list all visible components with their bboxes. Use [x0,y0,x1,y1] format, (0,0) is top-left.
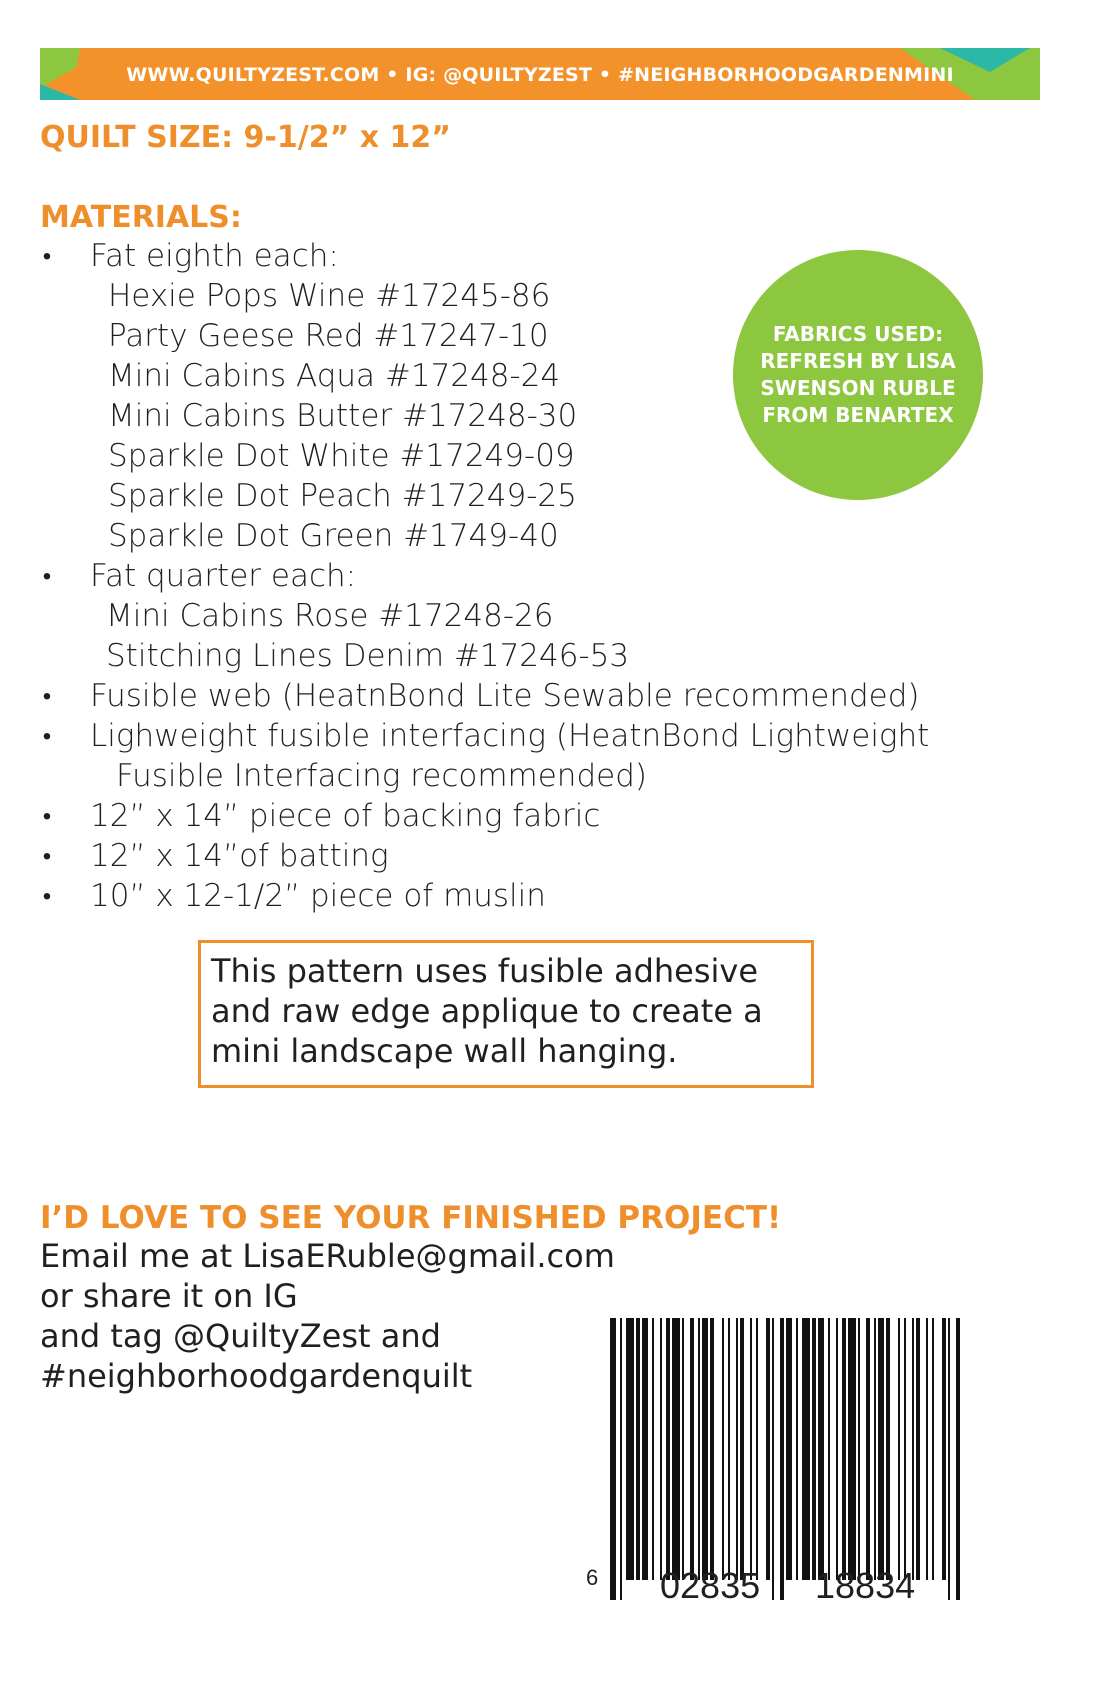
barcode-bar [756,1318,758,1580]
fabric-item: Mini Cabins Butter #17248-30 [108,398,578,434]
barcode-bar [818,1318,824,1580]
fabric-item: Sparkle Dot Peach #17249-25 [108,478,577,514]
barcode-bar [828,1318,830,1580]
barcode-bar [926,1318,928,1580]
backing-text: 12” x 14” piece of backing fabric [90,798,601,834]
barcode-bar [812,1318,816,1580]
quilt-size-heading: QUILT SIZE: 9-1/2” x 12” [40,120,451,155]
bullet: • [42,242,52,270]
fabric-item: Mini Cabins Rose #17248-26 [106,598,554,634]
barcode-bar [690,1318,694,1580]
fabric-item: Mini Cabins Aqua #17248-24 [108,358,561,394]
barcode-bar [898,1318,900,1580]
list-item-interfacing [40,716,960,796]
barcode-bar [912,1318,914,1580]
barcode-bar [886,1318,890,1580]
barcode-bar [710,1318,714,1580]
barcode-bar [780,1318,784,1600]
finished-project-heading: I’D LOVE TO SEE YOUR FINISHED PROJECT! [40,1200,782,1236]
barcode-bar [796,1318,798,1580]
badge-line: REFRESH BY LISA [760,349,956,373]
barcode-bar [722,1318,724,1580]
bullet: • [42,722,52,750]
barcode-bar [916,1318,920,1580]
barcode-bar [878,1318,884,1580]
barcode-bar [636,1318,640,1580]
badge-line: FABRICS USED: [772,322,944,346]
fusible-web-text: Fusible web (HeatnBond Lite Sewable recommended) [90,678,920,714]
barcode-bar [786,1318,792,1580]
muslin-text: 10” x 12-1/2” piece of muslin [90,878,546,914]
barcode-bar [740,1318,744,1580]
bullet: • [42,682,52,710]
barcode-digit-left: 6 [586,1565,599,1590]
pattern-note-text: This pattern uses fusible adhesive and raw edge applique to create a mini landscape wall hanging. [211,952,763,1070]
banner-text: WWW.QUILTYZEST.COM • IG: @QUILTYZEST • #NEIGHBORHOODGARDENMINI [126,64,954,86]
barcode-bar [660,1318,662,1580]
fat-eighth-label: Fat eighth each: [90,238,339,274]
barcode-bar [842,1318,846,1580]
list-item-muslin [40,876,960,916]
barcode-bar [736,1318,738,1580]
interfacing-text-continued: Fusible Interfacing recommended) [116,758,647,794]
barcode-bar [620,1318,622,1600]
barcode-bar [956,1318,960,1600]
fat-quarter-label: Fat quarter each: [90,558,357,594]
barcode-bar [626,1318,634,1580]
barcode-bar [652,1318,654,1580]
barcode-bar [642,1318,648,1580]
header-banner [40,48,1040,100]
fabric-item: Sparkle Dot White #17249-09 [108,438,575,474]
barcode-bar [942,1318,946,1580]
barcode-digits-group-1: 02835 [660,1565,761,1606]
barcode-bar [874,1318,876,1580]
barcode-bar [610,1318,616,1600]
fabrics-used-badge [733,250,983,500]
barcode-bar [802,1318,810,1580]
fabric-item: Sparkle Dot Green #1749-40 [108,518,559,554]
barcode-bar [666,1318,670,1580]
interfacing-text: Lighweight fusible interfacing (HeatnBond Lightweight [90,718,930,754]
barcode-bar [750,1318,752,1580]
barcode-bar [858,1318,860,1580]
barcode-bar [904,1318,906,1580]
barcode-bar [766,1318,770,1580]
pattern-note-box [198,940,814,1088]
contact-line: Email me at LisaERuble@gmail.com [40,1237,615,1275]
badge-line: SWENSON RUBLE [760,376,956,400]
barcode-bar [866,1318,870,1580]
barcode-bar [672,1318,680,1580]
fabric-item: Stitching Lines Denim #17246-53 [106,638,630,674]
fabric-item: Party Geese Red #17247-10 [108,318,549,354]
barcode-bar [948,1318,950,1600]
barcode-bar [932,1318,934,1580]
barcode-bar [848,1318,856,1580]
badge-line: FROM BENARTEX [762,403,954,427]
list-item-batting [40,836,960,876]
barcode [580,1318,980,1618]
materials-heading: MATERIALS: [40,200,242,235]
barcode-bar [836,1318,838,1580]
barcode-bar [728,1318,730,1580]
batting-text: 12” x 14”of batting [90,838,389,874]
contact-line: or share it on IG [40,1277,298,1315]
list-item-backing [40,796,960,836]
contact-info [40,1236,615,1396]
barcode-bar [772,1318,774,1600]
barcode-digits-group-2: 18834 [815,1565,916,1606]
contact-line: and tag @QuiltyZest and [40,1317,441,1355]
bullet: • [42,882,52,910]
bullet: • [42,802,52,830]
bullet: • [42,842,52,870]
contact-line: #neighborhoodgardenquilt [40,1357,473,1395]
barcode-bar [682,1318,684,1580]
barcode-bar [702,1318,708,1580]
barcode-bar [698,1318,700,1580]
list-item-fusible-web [40,676,960,716]
fabric-item: Hexie Pops Wine #17245-86 [108,278,551,314]
bullet: • [42,562,52,590]
list-item-fat-quarter [40,556,960,676]
